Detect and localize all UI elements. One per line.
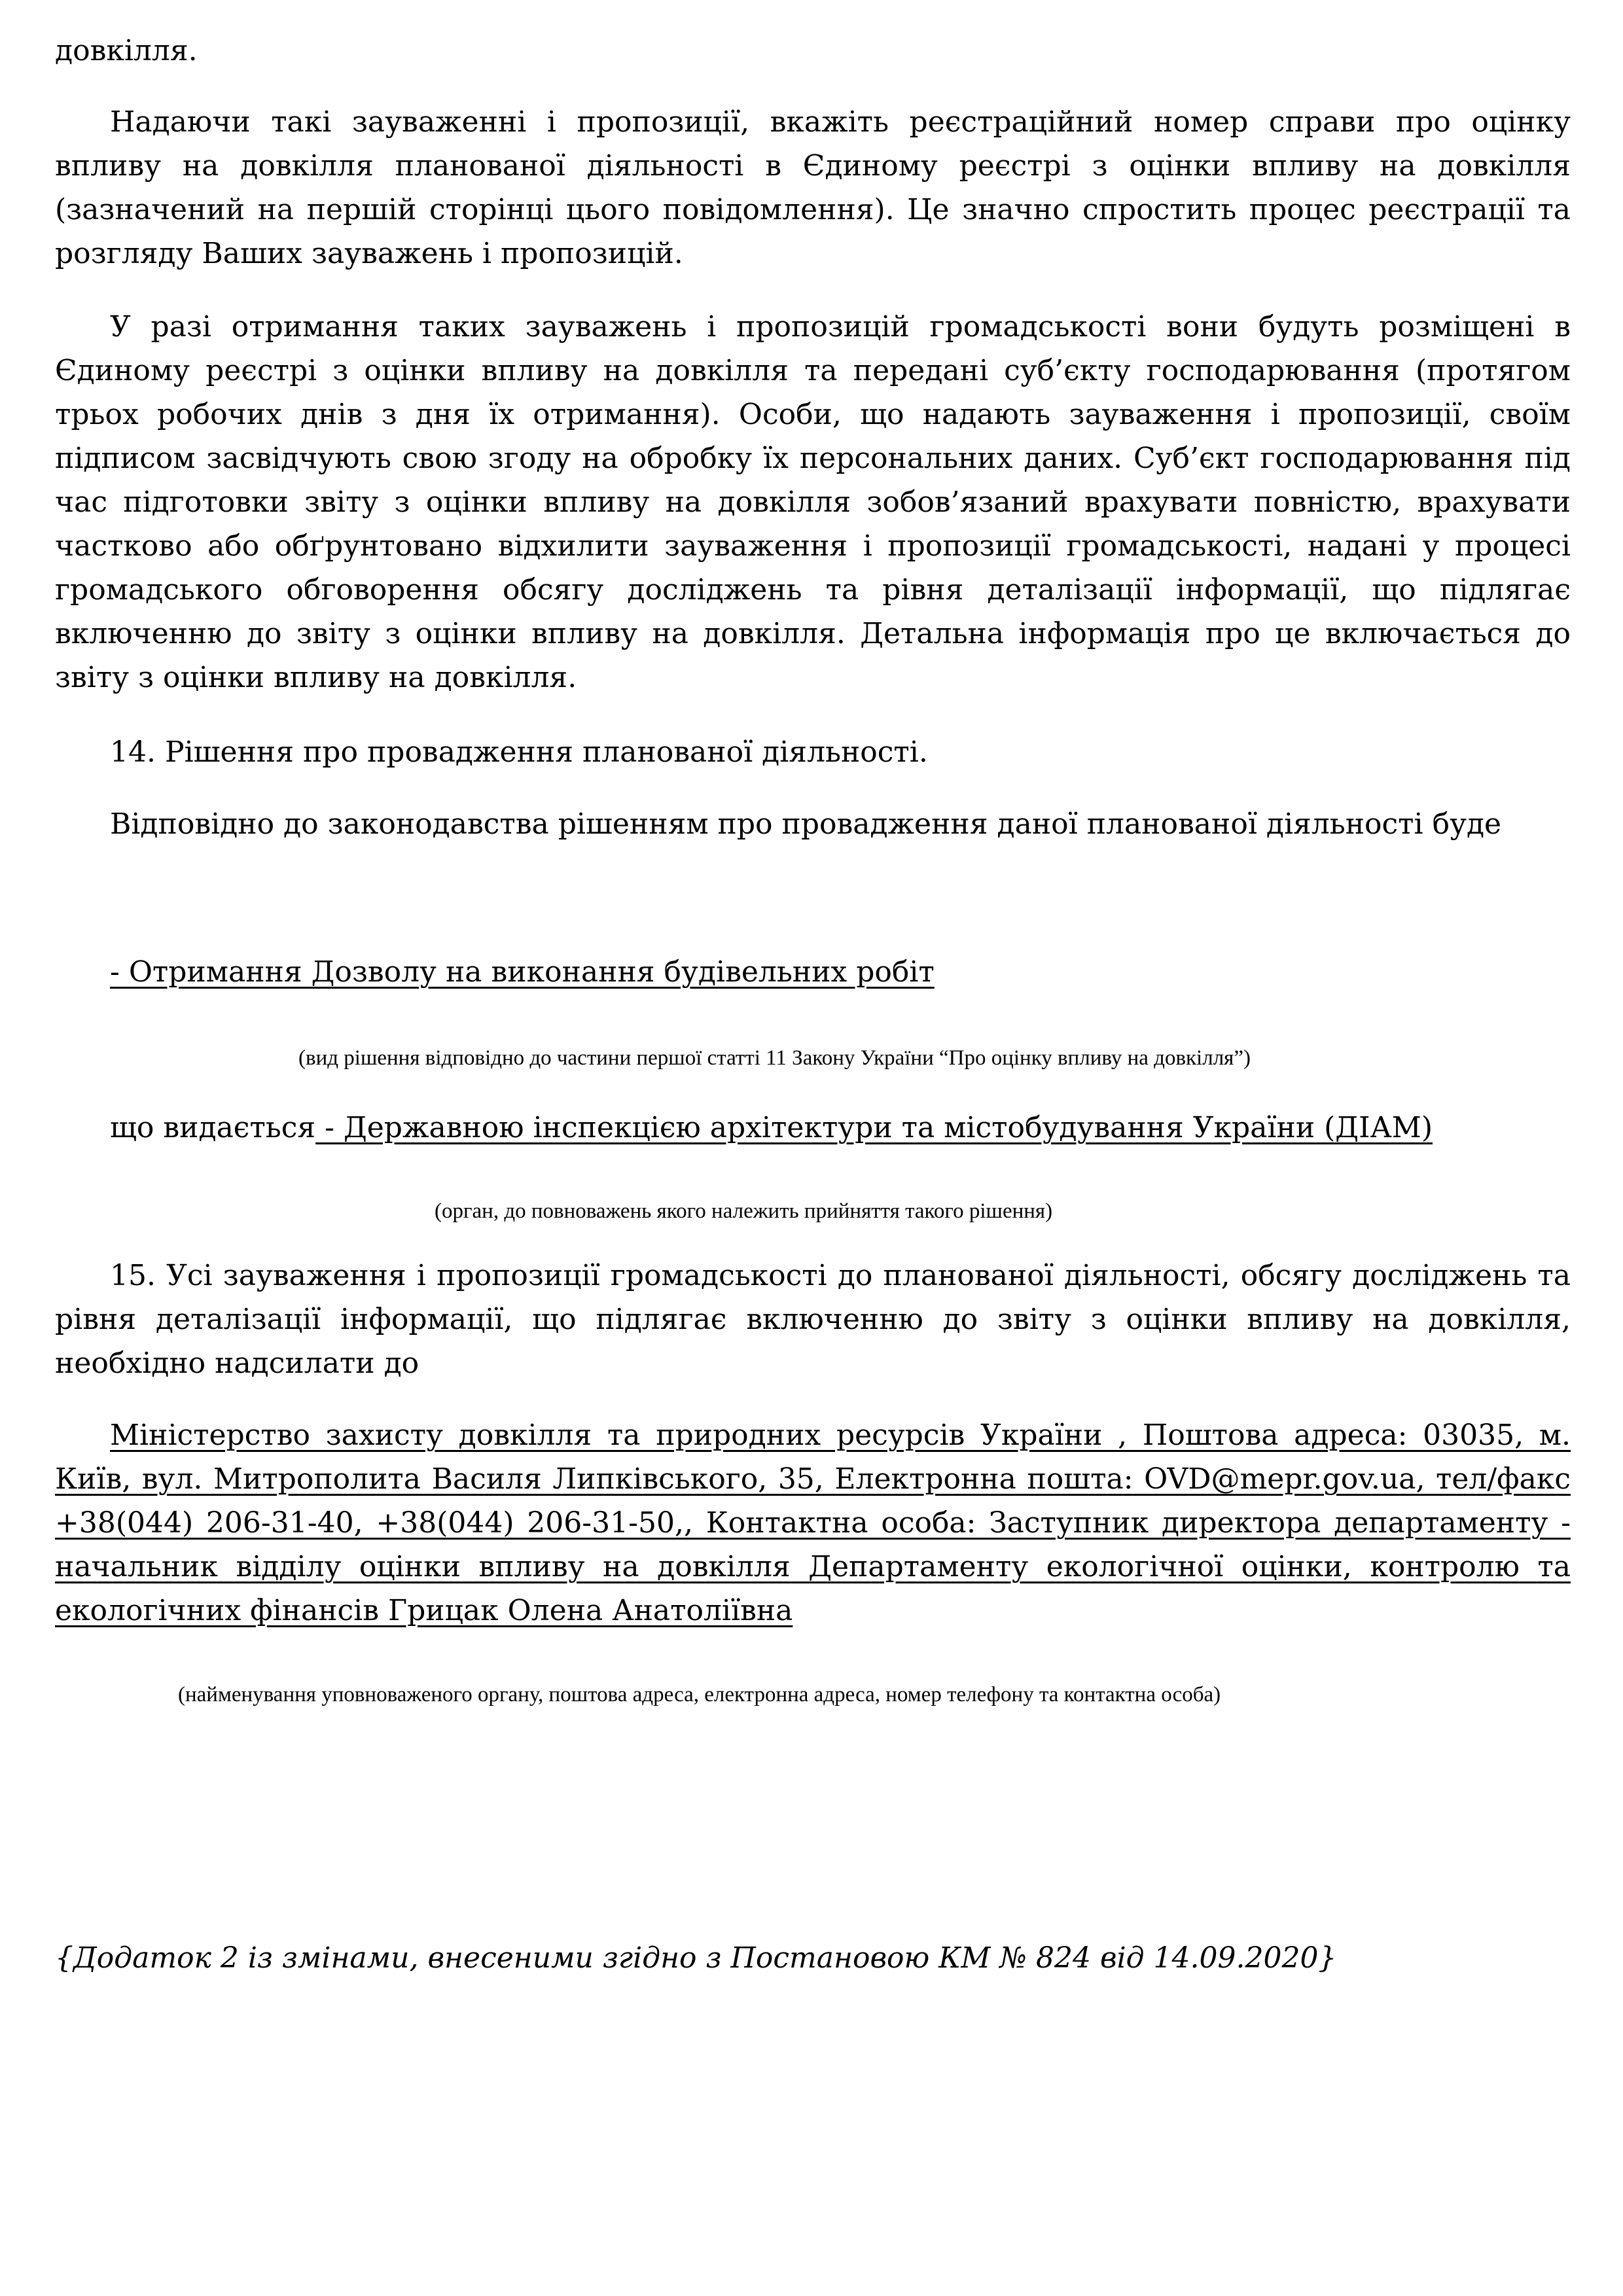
amendment-note: {Додаток 2 із змінами, внесеними згідно з Постановою КМ № 824 від 14.09.2020} <box>55 1941 1337 1975</box>
paragraph-public-comments: У разі отримання таких зауважень і пропозицій громадськості вони будуть розміщені в Єдиному реєстрі з оцінки впливу на довкілля та передані суб’єкту господарювання (протягом трьох робочих днів з дня їх отримання). Особи, що надають зауваження і пропозиції, своїм підписом засвідчують свою згоду на обробку їх персональних даних. Суб’єкт господарювання під час підготовки звіту з оцінки впливу на довкілля зобов’язаний врахувати повністю, врахувати частково або обґрунтовано відхилити зауваження і пропозиції громадськості, надані у процесі громадського обговорення обсягу досліджень та рівня деталізації інформації, що підлягає включенню до звіту з оцінки впливу на довкілля. Детальна інформація про це включається до звіту з оцінки впливу на довкілля. <box>55 310 1571 694</box>
recipient-caption: (найменування уповноваженого органу, поштова адреса, електронна адреса, номер телефону та контактна особа) <box>178 1683 1221 1706</box>
paragraph-registration-number: Надаючи такі зауваженні і пропозиції, вкажіть реєстраційний номер справи про оцінку впливу на довкілля планованої діяльності в Єдиному реєстрі з оцінки впливу на довкілля (зазначений на першій сторінці цього повідомлення). Це значно спростить процес реєстрації та розгляду Ваших зауважень і пропозицій. <box>55 105 1571 270</box>
recipient-details: Міністерство захисту довкілля та природних ресурсів України , Поштова адреса: 03035, м. Київ, вул. Митрополита Василя Липківського, 35, Електронна пошта: OVD@mepr.gov.ua, тел/факс +38(044) 206-31-40, +38(044) 206-31-50,, Контактна особа: Заступник директора департаменту - начальник відділу оцінки впливу на довкілля Департаменту екологічної оцінки, контролю та екологічних фінансів Грицак Олена Анатоліївна <box>55 1419 1571 1627</box>
section-14-intro: Відповідно до законодавства рішенням про провадження даної планованої діяльності буде <box>110 807 1502 841</box>
top-fragment: довкілля. <box>55 34 198 67</box>
issuing-authority <box>55 1106 1571 1150</box>
section-15-text: 15. Усі зауваження і пропозиції громадськості до планованої діяльності, обсягу досліджень та рівня деталізації інформації, що підлягає включенню до звіту з оцінки впливу на довкілля, необхідно надсилати до <box>55 1259 1571 1380</box>
decision-type <box>55 950 1571 994</box>
issued-prefix: що видається <box>110 1111 316 1144</box>
decision-type-text: - Отримання Дозволу на виконання будівельних робіт <box>110 955 935 989</box>
decision-type-caption: (вид рішення відповідно до частини першої статті 11 Закону України “Про оцінку впливу на довкілля”) <box>298 1046 1251 1070</box>
issuing-authority-caption: (орган, до повноважень якого належить прийняття такого рішення) <box>435 1199 1053 1223</box>
issuing-authority-text: - Державною інспекцією архітектури та містобудування України (ДІАМ) <box>315 1111 1433 1144</box>
section-14-heading: 14. Рішення про провадження планованої діяльності. <box>110 735 928 769</box>
